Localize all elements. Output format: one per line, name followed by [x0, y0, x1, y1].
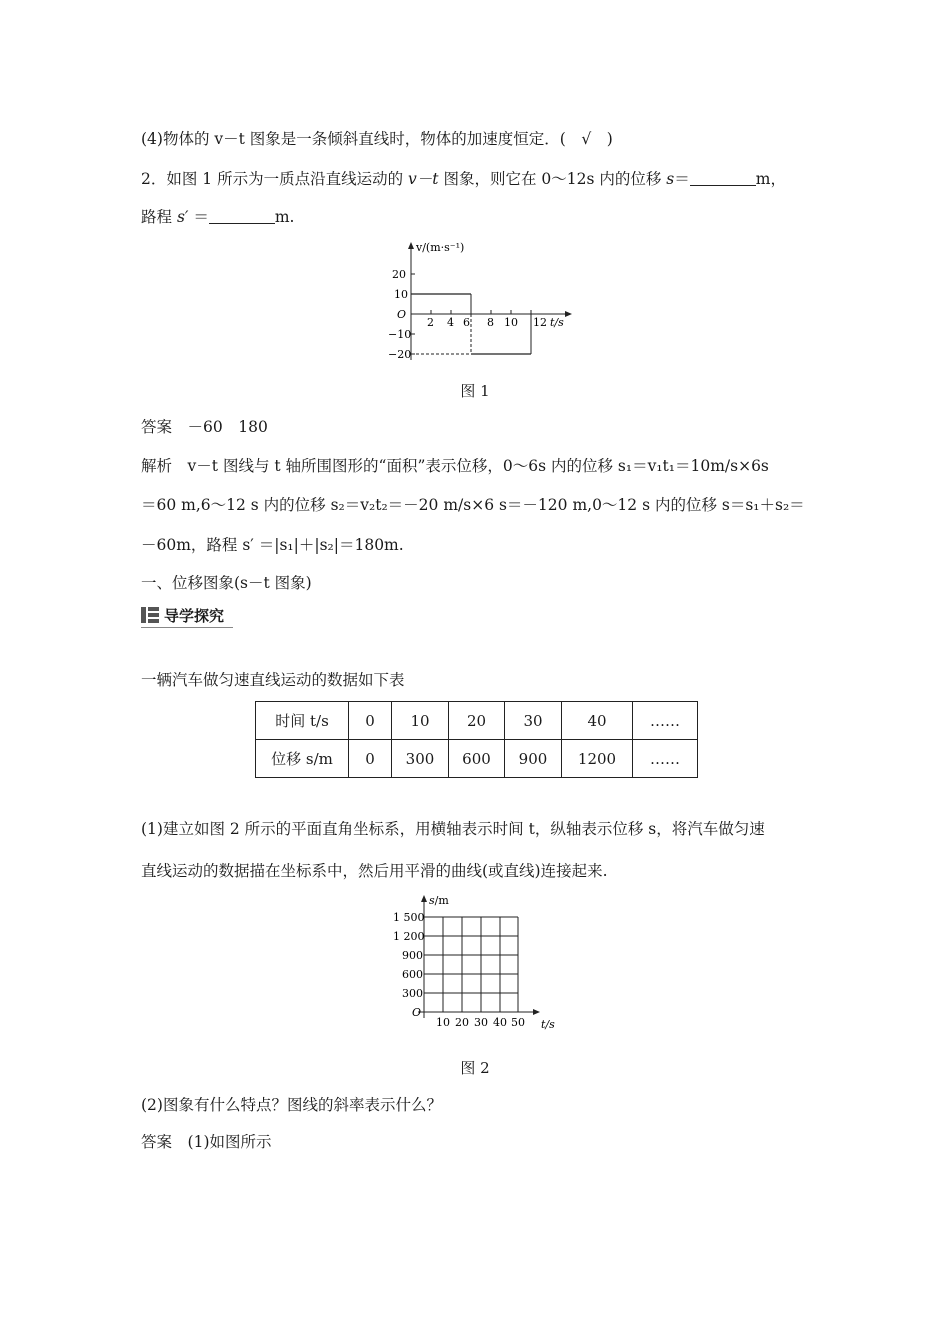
table-cell: 30: [505, 702, 562, 740]
fig1-xtick-8: 8: [487, 316, 494, 329]
question-1-line-1: (1)建立如图 2 所示的平面直角坐标系，用横轴表示时间 t，纵轴表示位移 s，将汽车做匀速: [141, 820, 765, 838]
analysis-line-1: [141, 455, 769, 477]
table-cell: 0: [349, 702, 392, 740]
fig2-grid: [424, 917, 518, 1012]
fig1-xtick-10: 10: [504, 316, 518, 329]
problem-2-unit-1: m，: [755, 170, 786, 188]
table-cell: 600: [449, 740, 505, 778]
fig2-xtick-10: 10: [436, 1016, 450, 1029]
table-cell: 300: [392, 740, 449, 778]
analysis-text-1: v－t 图线与 t 轴所围图形的“面积”表示位移，0～6s 内的位移 s₁＝v₁t₁＝10m/s×6s: [187, 457, 769, 475]
table-cell: 40: [562, 702, 633, 740]
fig1-y-label: v/(m·s⁻¹): [416, 241, 465, 254]
problem-2-var-s: s: [666, 170, 675, 188]
answer-blank-displacement[interactable]: [690, 171, 756, 186]
figure-2-st-grid: [385, 890, 565, 1030]
fig1-xtick-12: 12: [533, 316, 547, 329]
table-cell: 0: [349, 740, 392, 778]
problem-2-line-2: [141, 206, 294, 228]
fig1-ytick-neg10: −10: [388, 328, 412, 341]
list-icon: [141, 607, 159, 623]
fig1-xtick-2: 2: [427, 316, 434, 329]
fig2-x-arrow: [533, 1009, 540, 1015]
question-1-line-2: 直线运动的数据描在坐标系中，然后用平滑的曲线(或直线)连接起来.: [141, 862, 608, 880]
section-1-title: 一、位移图象(s－t 图象): [141, 574, 312, 592]
analysis-line-2: ＝60 m,6～12 s 内的位移 s₂＝v₂t₂＝－20 m/s×6 s＝－120 m,0～12 s 内的位移 s＝s₁＋s₂＝: [141, 496, 805, 514]
answer-2-line: [141, 1131, 272, 1153]
statement-4: (4)物体的 v－t 图象是一条倾斜直线时，物体的加速度恒定．( √ ): [141, 130, 613, 148]
fig2-xtick-40: 40: [493, 1016, 507, 1029]
subsection-header: [141, 603, 233, 629]
fig1-ytick-20: 20: [392, 268, 406, 281]
fig2-x-label: t/s: [541, 1018, 555, 1030]
answer-line: [141, 416, 268, 438]
fig2-xtick-30: 30: [474, 1016, 488, 1029]
fig1-x-arrow: [565, 311, 572, 317]
subsection-rule: [141, 627, 233, 628]
fig2-ytick-600: 600: [402, 968, 423, 981]
fig2-ytick-1200: 1 200: [393, 930, 425, 943]
problem-2-text-b: 图象，则它在 0～12s 内的位移: [438, 170, 667, 188]
fig2-ytick-1500: 1 500: [393, 911, 425, 924]
fig2-xtick-50: 50: [511, 1016, 525, 1029]
fig1-ytick-neg20: −20: [388, 348, 412, 361]
table-intro: 一辆汽车做匀速直线运动的数据如下表: [141, 671, 405, 689]
problem-2-equals: ＝: [674, 170, 690, 188]
table-cell: 1200: [562, 740, 633, 778]
answer-2-value: (1)如图所示: [187, 1133, 272, 1151]
table-cell: 900: [505, 740, 562, 778]
table-cell: ……: [633, 740, 698, 778]
table-row: [256, 740, 698, 778]
table-cell: ……: [633, 702, 698, 740]
problem-2-equals-2: ＝: [188, 208, 209, 226]
answer-blank-distance[interactable]: [209, 209, 275, 224]
answer-value: －60 180: [187, 418, 268, 436]
fig1-y-arrow: [408, 242, 414, 249]
fig2-ytick-900: 900: [402, 949, 423, 962]
table-cell: 时间 t/s: [256, 702, 349, 740]
fig2-y-label: s/m: [429, 894, 449, 907]
problem-2-text-a: 2．如图 1 所示为一质点沿直线运动的: [141, 170, 409, 188]
figure-1-caption: 图 1: [460, 382, 490, 400]
problem-2-line-1: [141, 168, 786, 190]
table-cell: 位移 s/m: [256, 740, 349, 778]
data-table: [255, 701, 698, 778]
fig1-xtick-4: 4: [447, 316, 454, 329]
problem-2-var-vt: v－t: [408, 170, 439, 188]
figure-1-vt-graph: [370, 240, 590, 365]
question-2: (2)图象有什么特点？图线的斜率表示什么？: [141, 1096, 442, 1114]
subsection-title: 导学探究: [164, 607, 225, 625]
fig1-origin: O: [397, 308, 407, 321]
figure-2-caption: 图 2: [460, 1059, 490, 1077]
analysis-line-3: －60m，路程 s′ ＝|s₁|＋|s₂|＝180m.: [141, 536, 404, 554]
fig2-y-arrow: [421, 895, 427, 902]
problem-2-text-c: 路程: [141, 208, 177, 226]
fig1-ytick-10: 10: [394, 288, 408, 301]
table-cell: 20: [449, 702, 505, 740]
fig2-xtick-20: 20: [455, 1016, 469, 1029]
table-row: [256, 702, 698, 740]
answer-2-label: 答案: [141, 1133, 173, 1151]
answer-label: 答案: [141, 418, 173, 436]
table-cell: 10: [392, 702, 449, 740]
fig1-x-label: t/s: [550, 316, 564, 329]
problem-2-var-s-prime: s′: [176, 208, 189, 226]
fig1-xtick-6: 6: [463, 316, 470, 329]
analysis-label: 解析: [141, 457, 173, 475]
fig2-origin: O: [412, 1006, 422, 1019]
problem-2-unit-2: m.: [274, 208, 295, 226]
fig2-ytick-300: 300: [402, 987, 423, 1000]
